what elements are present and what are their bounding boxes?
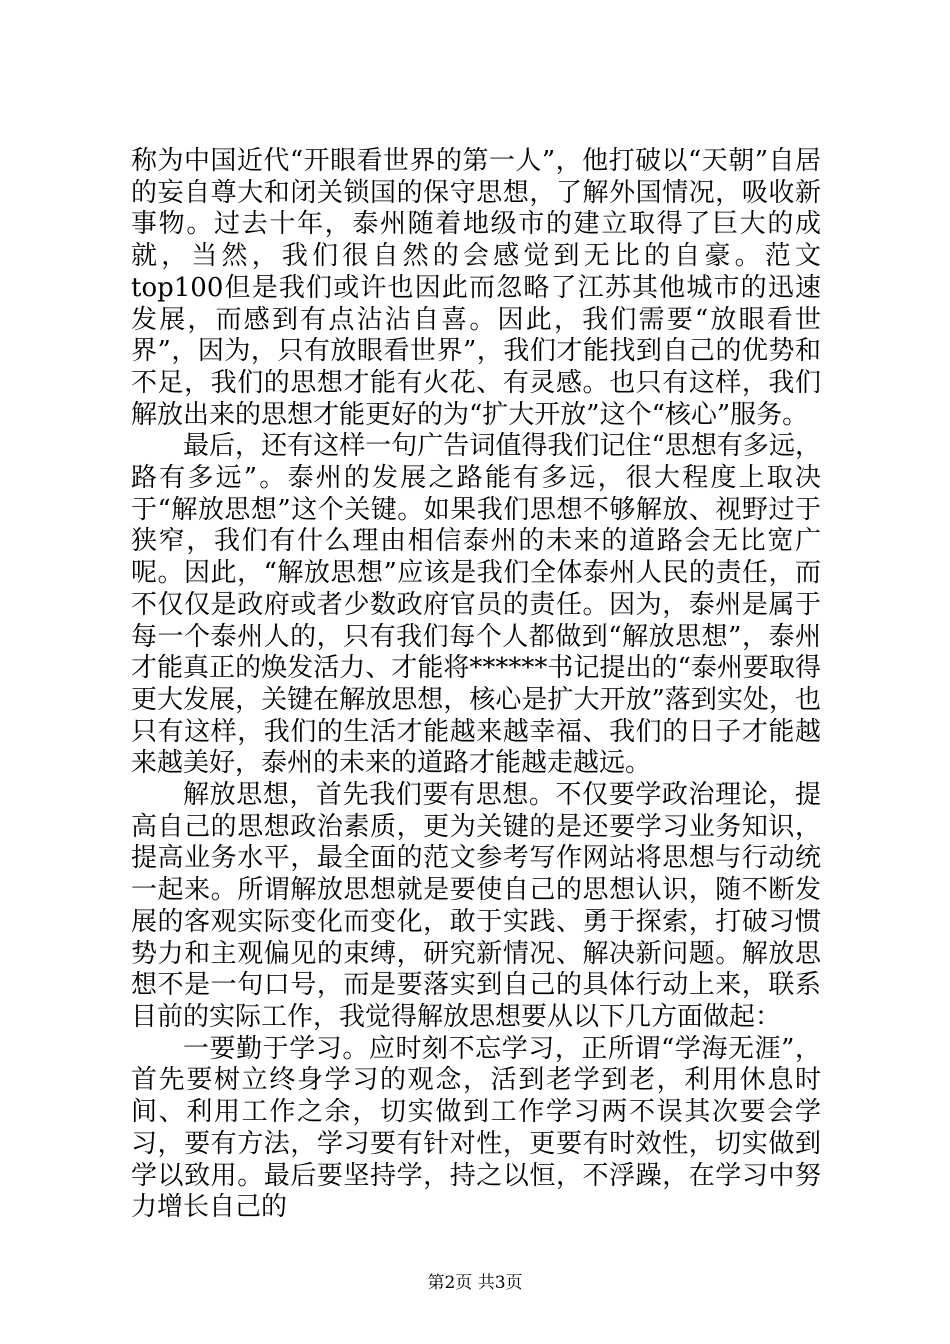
paragraph-4: 一要勤于学习。应时刻不忘学习，正所谓“学海无涯”，首先要树立终身学习的观念，活到老学到老，利用休息时间、利用工作之余，切实做到工作学习两不误其次要会学习，要有方法，学习要有针对性，更要有时效性，切实做到学以致用。最后要坚持学，持之以恒，不浮躁，在学习中努力增长自己的 bbox=[131, 1033, 821, 1223]
document-body bbox=[131, 146, 821, 1224]
paragraph-2: 最后，还有这样一句广告词值得我们记住“思想有多远，路有多远”。泰州的发展之路能有多远，很大程度上取决于“解放思想”这个关键。如果我们思想不够解放、视野过于狭窄，我们有什么理由相信泰州的未来的道路会无比宽广呢。因此，“解放思想”应该是我们全体泰州人民的责任，而不仅仅是政府或者少数政府官员的责任。因为，泰州是属于每一个泰州人的，只有我们每个人都做到“解放思想”，泰州才能真正的焕发活力、才能将******书记提出的“泰州要取得更大发展，关键在解放思想，核心是扩大开放”落到实处，也只有这样，我们的生活才能越来越幸福、我们的日子才能越来越美好，泰州的未来的道路才能越走越远。 bbox=[131, 431, 821, 779]
paragraph-3: 解放思想，首先我们要有思想。不仅要学政治理论，提高自己的思想政治素质，更为关键的是还要学习业务知识，提高业务水平，最全面的范文参考写作网站将思想与行动统一起来。所谓解放思想就是要使自己的思想认识，随不断发展的客观实际变化而变化，敢于实践、勇于探索，打破习惯势力和主观偏见的束缚，研究新情况、解决新问题。解放思想不是一句口号，而是要落实到自己的具体行动上来，联系目前的实际工作，我觉得解放思想要从以下几方面做起： bbox=[131, 780, 821, 1032]
paragraph-1: 称为中国近代“开眼看世界的第一人”，他打破以“天朝”自居的妄自尊大和闭关锁国的保守思想，了解外国情况，吸收新事物。过去十年，泰州随着地级市的建立取得了巨大的成就，当然，我们很自然的会感觉到无比的自豪。范文top100但是我们或许也因此而忽略了江苏其他城市的迅速发展，而感到有点沾沾自喜。因此，我们需要“放眼看世界”，因为，只有放眼看世界”，我们才能找到自己的优势和不足，我们的思想才能有火花、有灵感。也只有这样，我们解放出来的思想才能更好的为“扩大开放”这个“核心”服务。 bbox=[131, 146, 821, 430]
page-number-footer: 第2页 共3页 bbox=[427, 1273, 523, 1293]
